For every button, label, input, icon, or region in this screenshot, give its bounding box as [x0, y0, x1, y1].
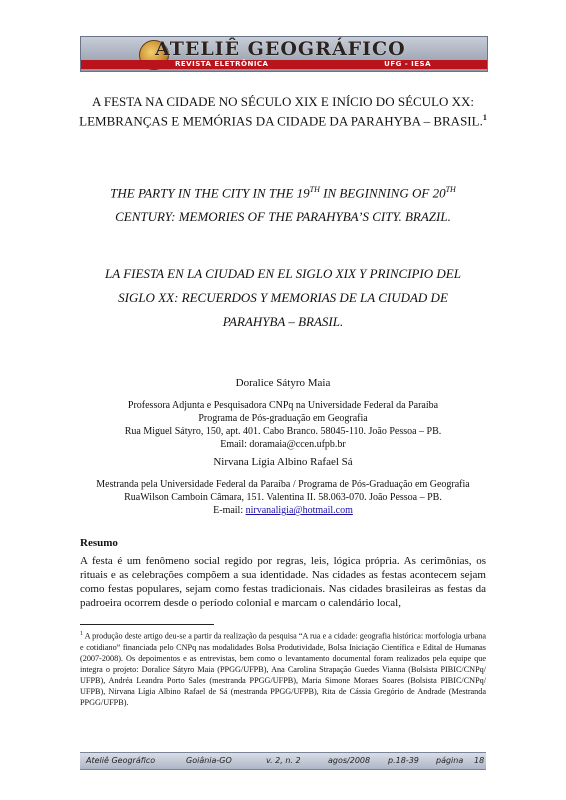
author-name: Nirvana Lígia Albino Rafael Sá [213, 456, 353, 468]
banner-subtitle: REVISTA ELETRÔNICA [175, 60, 269, 68]
footnote [80, 629, 486, 708]
footer-volume: v. 2, n. 2 [266, 756, 301, 765]
title-spanish-line: SIGLO XX: RECUERDOS Y MEMORIAS DE LA CIUDAD DE [118, 290, 448, 305]
author-1 [60, 377, 506, 451]
email-link[interactable]: nirvanaligia@hotmail.com [245, 505, 353, 516]
title-spanish-line: LA FIESTA EN LA CIUDAD EN EL SIGLO XIX Y PRINCIPIO DEL [105, 266, 461, 281]
author-address: Rua Miguel Sátyro, 150, apt. 401. Cabo Branco. 58045-110. João Pessoa – PB. [124, 426, 442, 437]
author-affiliation: Mestranda pela Universidade Federal da Paraíba / Programa de Pós-Graduação em Geografia [96, 479, 470, 490]
footnote-number: 1 [80, 631, 83, 637]
journal-banner [80, 36, 488, 72]
author-name: Doralice Sátyro Maia [235, 377, 331, 389]
abstract-text: A festa é um fenômeno social regido por regras, leis, lógica própria. As cerimônias, os rituais e as celebrações compõem a sua identidade. Nas cidades as festas acontecem sejam como festas populares, sejam como festas tradicionais. Nas cidades brasileiras as festas da padroeira ocorrem desde o período colonial e marcam o calendário local, [80, 555, 486, 609]
section-heading: Resumo [80, 537, 118, 549]
title-spanish-line: PARAHYBA – BRASIL. [222, 314, 344, 329]
author-address: RuaWilson Camboin Câmara, 151. Valentina II. 58.063-070. João Pessoa – PB. [124, 492, 442, 503]
footnote-divider [80, 624, 214, 625]
author-email [60, 504, 506, 517]
title-english-part: IN BEGINNING OF 20 [319, 185, 446, 201]
footer-journal: Ateliê Geográfico [86, 756, 156, 765]
footer-pages: p.18-39 [388, 756, 419, 765]
email-label: E-mail: [213, 505, 246, 516]
title-portuguese-text: A FESTA NA CIDADE NO SÉCULO XIX E INÍCIO DO SÉCULO XX: LEMBRANÇAS E MEMÓRIAS DA CIDADE DA PARAHYBA – BRASIL. [79, 94, 483, 129]
footer-city: Goiânia-GO [186, 756, 232, 765]
title-spanish [60, 262, 506, 334]
title-english-superscript: TH [309, 185, 320, 194]
banner-institution: UFG - IESA [384, 60, 431, 68]
journal-title: ATELIÊ GEOGRÁFICO [155, 38, 406, 60]
footer-page-label: página [436, 756, 464, 765]
footnote-text: A produção deste artigo deu-se a partir da realização da pesquisa “A rua e a cidade: geografia histórica: morfologia urbana e cotidiano” financiada pelo CNPq nas modalidades Bolsa Produtividade, Bolsa Iniciação Científica e Edital de Humanas (2007-2008). Os depoimentos e as entrevistas, bem como o levantamento documental foram realizados pela equipe que integra o projeto: Doralice Sátyro Maia (PPGG/UFPB), Ana Carolina Strapação Guedes Vianna (Bolsista PIBIC/CNPq/ UFPB), Andréa Leandra Porto Sales (mestranda PPGG/UFPB), Maria Simone Moraes Soares (Bolsista PIBIC/CNPq/ UFPB), Nirvana Lígia Albino Rafael de Sá (mestranda PPGG/UFPB), Rita de Cássia Gregório de Andrade (Mestranda PPGG/UFPB). [80, 631, 486, 707]
footer-page-number: 18 [474, 756, 485, 765]
title-english-superscript: TH [445, 185, 456, 194]
title-portuguese [70, 94, 496, 129]
title-english-part: CENTURY: MEMORIES OF THE PARAHYBA’S CITY. BRAZIL. [115, 209, 451, 225]
author-2 [60, 456, 506, 517]
footnote-marker: 1 [482, 113, 487, 122]
author-email: Email: doramaia@ccen.ufpb.br [220, 439, 346, 450]
author-program: Programa de Pós-graduação em Geografia [198, 413, 368, 424]
title-english [60, 178, 506, 229]
page-footer [80, 752, 486, 770]
title-english-part: THE PARTY IN THE CITY IN THE 19 [110, 185, 310, 201]
author-affiliation: Professora Adjunta e Pesquisadora CNPq na Universidade Federal da Paraíba [127, 400, 439, 411]
footer-date: agos/2008 [328, 756, 371, 765]
